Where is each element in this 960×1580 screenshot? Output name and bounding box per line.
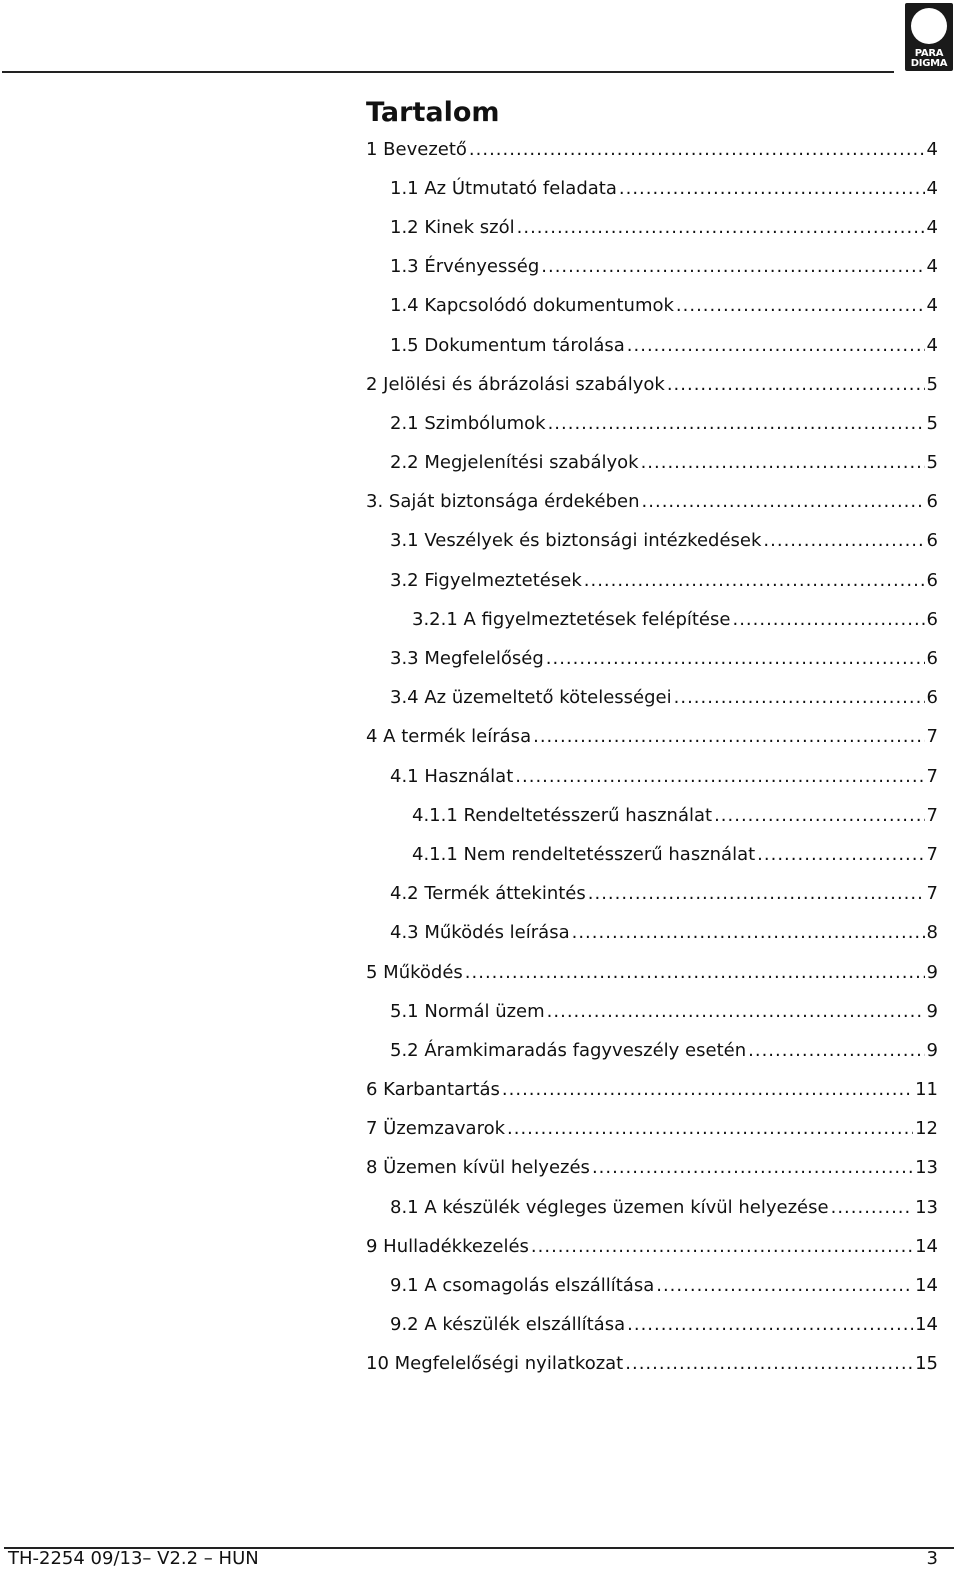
toc-entry-page: 14 <box>915 1235 938 1257</box>
toc-entry[interactable] <box>366 287 938 326</box>
toc-entry-page: 7 <box>926 726 938 748</box>
toc-dot-leader <box>642 491 925 513</box>
toc-dot-leader <box>763 530 924 552</box>
toc-dot-leader <box>502 1079 913 1101</box>
toc-entry-label: 9.1 A csomagolás elszállítása <box>390 1275 655 1297</box>
toc-entry-label: 9.2 A készülék elszállítása <box>390 1314 626 1336</box>
toc-entry-page: 13 <box>915 1157 938 1179</box>
toc-entry-label: 5 Működés <box>366 961 463 983</box>
toc-entry-page: 9 <box>926 1039 938 1061</box>
toc-entry[interactable] <box>366 796 938 835</box>
toc-entry-page: 7 <box>926 883 938 905</box>
toc-entry-page: 6 <box>926 530 938 552</box>
toc-entry-label: 1.4 Kapcsolódó dokumentumok <box>390 295 674 317</box>
toc-dot-leader <box>517 217 925 239</box>
toc-dot-leader <box>619 178 925 200</box>
toc-entry[interactable] <box>366 365 938 404</box>
toc-entry-label: 1.1 Az Útmutató feladata <box>390 177 617 199</box>
toc-dot-leader <box>546 648 925 670</box>
toc-entry-page: 14 <box>915 1314 938 1336</box>
toc-entry[interactable] <box>366 208 938 247</box>
toc-entry-page: 4 <box>926 216 938 238</box>
toc-entry[interactable] <box>366 130 938 169</box>
toc-entry-page: 9 <box>926 961 938 983</box>
toc-entry-label: 2 Jelölési és ábrázolási szabályok <box>366 373 665 395</box>
toc-entry[interactable] <box>366 1110 938 1149</box>
toc-entry-label: 4 A termék leírása <box>366 726 532 748</box>
toc-dot-leader <box>627 1314 913 1336</box>
toc-entry-page: 6 <box>926 491 938 513</box>
toc-entry-page: 4 <box>926 177 938 199</box>
toc-entry-label: 4.1.1 Nem rendeltetésszerű használat <box>412 843 756 865</box>
toc-entry-label: 5.2 Áramkimaradás fagyveszély esetén <box>390 1039 747 1061</box>
toc-entry-page: 5 <box>926 452 938 474</box>
toc-entry[interactable] <box>366 992 938 1031</box>
toc-entry-label: 4.3 Működés leírása <box>390 922 570 944</box>
toc-dot-leader <box>515 766 924 788</box>
toc-entry-label: 2.1 Szimbólumok <box>390 412 546 434</box>
logo-text-line2: DIGMA <box>910 58 948 69</box>
toc-dot-leader <box>531 1236 913 1258</box>
toc-entry[interactable] <box>366 1306 938 1345</box>
toc-entry[interactable] <box>366 444 938 483</box>
toc-entry[interactable] <box>366 1345 938 1384</box>
toc-entry-page: 8 <box>926 922 938 944</box>
footer-doc-code: TH-2254 09/13– V2.2 – HUN <box>8 1548 259 1569</box>
toc-entry[interactable] <box>366 1227 938 1266</box>
toc-entry-page: 6 <box>926 608 938 630</box>
toc-entry[interactable] <box>366 1266 938 1305</box>
logo-circle-icon <box>911 8 947 44</box>
toc-entry-page: 7 <box>926 843 938 865</box>
toc-entry-label: 4.1 Használat <box>390 765 514 787</box>
toc-dot-leader <box>831 1197 914 1219</box>
toc-entry[interactable] <box>366 953 938 992</box>
toc-dot-leader <box>656 1275 913 1297</box>
toc-entry[interactable] <box>366 1031 938 1070</box>
toc-entry[interactable] <box>366 248 938 287</box>
toc-entry-page: 4 <box>926 138 938 160</box>
toc-entry-page: 6 <box>926 687 938 709</box>
toc-entry[interactable] <box>366 522 938 561</box>
toc-entry-page: 9 <box>926 1000 938 1022</box>
toc-entry-page: 4 <box>926 256 938 278</box>
toc-dot-leader <box>757 844 924 866</box>
toc-entry-label: 3.2.1 A figyelmeztetések felépítése <box>412 608 731 630</box>
toc-dot-leader <box>714 805 924 827</box>
toc-dot-leader <box>547 1001 925 1023</box>
toc-entry-label: 3. Saját biztonsága érdekében <box>366 491 640 513</box>
toc-dot-leader <box>469 139 925 161</box>
toc-entry[interactable] <box>366 600 938 639</box>
toc-dot-leader <box>667 374 925 396</box>
toc-entry-page: 14 <box>915 1275 938 1297</box>
toc-entry[interactable] <box>366 875 938 914</box>
toc-entry[interactable] <box>366 561 938 600</box>
toc-dot-leader <box>674 687 925 709</box>
toc-entry[interactable] <box>366 404 938 443</box>
toc-entry-page: 5 <box>926 373 938 395</box>
toc-dot-leader <box>541 256 924 278</box>
toc-entry[interactable] <box>366 679 938 718</box>
toc-entry-label: 6 Karbantartás <box>366 1079 500 1101</box>
toc-entry-label: 1.2 Kinek szól <box>390 216 515 238</box>
logo-text-line1: PARA <box>914 48 944 59</box>
toc-entry-label: 3.3 Megfelelőség <box>390 648 544 670</box>
toc-entry-label: 8.1 A készülék végleges üzemen kívül helyezése <box>390 1196 829 1218</box>
toc-entry-label: 5.1 Normál üzem <box>390 1000 545 1022</box>
toc-entry-label: 7 Üzemzavarok <box>366 1118 506 1140</box>
toc-entry-label: 8 Üzemen kívül helyezés <box>366 1157 590 1179</box>
toc-entry[interactable] <box>366 326 938 365</box>
toc-entry-page: 12 <box>915 1118 938 1140</box>
toc-entry-page: 11 <box>915 1079 938 1101</box>
toc-entry[interactable] <box>366 1149 938 1188</box>
table-of-contents <box>366 130 938 1384</box>
toc-entry-label: 1 Bevezető <box>366 138 467 160</box>
toc-dot-leader <box>533 726 924 748</box>
toc-entry-label: 9 Hulladékkezelés <box>366 1235 529 1257</box>
toc-entry[interactable] <box>366 718 938 757</box>
paradigma-logo <box>905 3 953 71</box>
toc-entry-page: 5 <box>926 412 938 434</box>
toc-entry-label: 10 Megfelelőségi nyilatkozat <box>366 1353 624 1375</box>
toc-entry-label: 4.1.1 Rendeltetésszerű használat <box>412 804 713 826</box>
toc-entry-page: 4 <box>926 334 938 356</box>
toc-dot-leader <box>627 335 925 357</box>
toc-entry-label: 3.2 Figyelmeztetések <box>390 569 582 591</box>
toc-dot-leader <box>572 922 925 944</box>
toc-dot-leader <box>548 413 925 435</box>
toc-dot-leader <box>465 962 925 984</box>
toc-entry-label: 4.2 Termék áttekintés <box>390 883 586 905</box>
toc-dot-leader <box>676 295 925 317</box>
toc-dot-leader <box>507 1118 913 1140</box>
toc-entry-page: 6 <box>926 648 938 670</box>
toc-entry[interactable] <box>366 639 938 678</box>
footer-page-number: 3 <box>926 1548 938 1569</box>
toc-entry-label: 1.3 Érvényesség <box>390 256 540 278</box>
toc-entry-label: 2.2 Megjelenítési szabályok <box>390 452 639 474</box>
toc-entry-page: 15 <box>915 1353 938 1375</box>
toc-entry-label: 1.5 Dokumentum tárolása <box>390 334 625 356</box>
toc-entry-label: 3.1 Veszélyek és biztonsági intézkedések <box>390 530 762 552</box>
toc-dot-leader <box>588 883 925 905</box>
toc-entry[interactable] <box>366 169 938 208</box>
toc-entry[interactable] <box>366 1071 938 1110</box>
toc-entry-page: 7 <box>926 804 938 826</box>
toc-title: Tartalom <box>366 97 500 128</box>
toc-entry[interactable] <box>366 1188 938 1227</box>
toc-entry-label: 3.4 Az üzemeltető kötelességei <box>390 687 672 709</box>
toc-dot-leader <box>732 609 924 631</box>
toc-entry-page: 13 <box>915 1196 938 1218</box>
header-rule <box>2 71 894 73</box>
toc-dot-leader <box>748 1040 924 1062</box>
toc-dot-leader <box>584 570 925 592</box>
toc-entry[interactable] <box>366 757 938 796</box>
toc-dot-leader <box>592 1157 913 1179</box>
toc-entry[interactable] <box>366 483 938 522</box>
toc-entry-page: 6 <box>926 569 938 591</box>
toc-entry-page: 4 <box>926 295 938 317</box>
toc-dot-leader <box>625 1353 913 1375</box>
toc-entry-page: 7 <box>926 765 938 787</box>
toc-entry[interactable] <box>366 835 938 874</box>
toc-dot-leader <box>641 452 925 474</box>
toc-entry[interactable] <box>366 914 938 953</box>
